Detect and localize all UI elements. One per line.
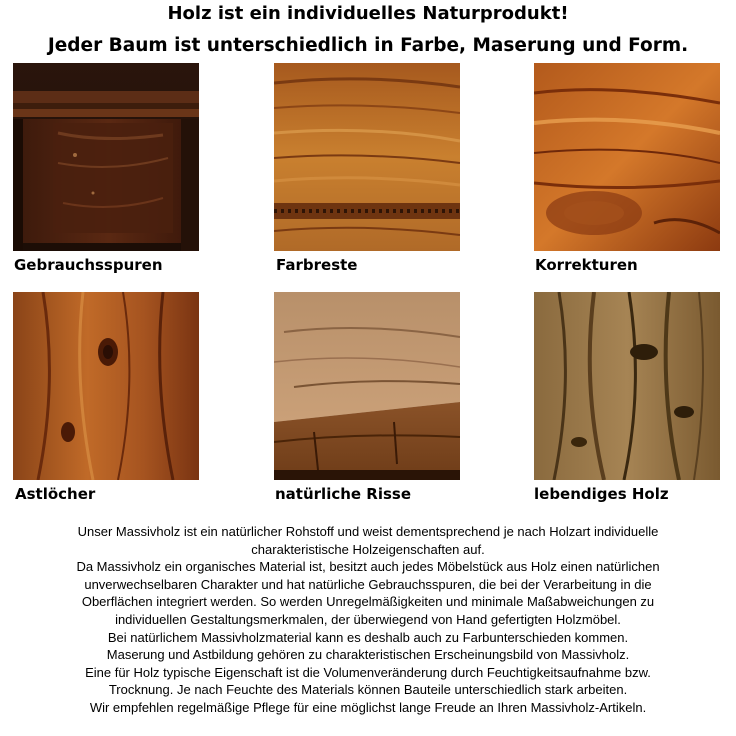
description-line: Maserung und Astbildung gehören zu charakteristischen Erscheinungsbild von Massivholz.	[106, 647, 630, 663]
description-line: Da Massivholz ein organisches Material ist, besitzt auch jedes Möbelstück aus Holz einen natürlichen	[76, 559, 660, 575]
caption-astloecher: Astlöcher	[15, 485, 96, 503]
description-line: charakteristische Holzeigenschaften auf.	[251, 541, 485, 557]
description-line: individuellen Gestaltungsmerkmalen, der überwiegend von Hand gefertigten Holzmöbel.	[115, 611, 621, 627]
wood-paint-residue-photo	[274, 63, 460, 251]
headline-line-1: Holz ist ein individuelles Naturprodukt!	[167, 3, 569, 24]
description-text	[0, 523, 736, 717]
wood-wear-marks-photo	[13, 63, 199, 251]
caption-gebrauchsspuren: Gebrauchsspuren	[14, 256, 163, 274]
caption-natuerliche-risse: natürliche Risse	[275, 485, 412, 503]
description-line: Bei natürlichem Massivholzmaterial kann es deshalb auch zu Farbunterschieden kommen.	[107, 629, 629, 645]
caption-lebendiges-holz: lebendiges Holz	[534, 485, 669, 503]
wood-natural-cracks-photo	[274, 292, 460, 480]
wood-living-grain-photo	[534, 292, 720, 480]
wood-corrections-photo	[534, 63, 720, 251]
description-line: Unser Massivholz ist ein natürlicher Rohstoff und weist dementsprechend je nach Holzart individuelle	[77, 524, 659, 539]
description-line: Wir empfehlen regelmäßige Pflege für eine möglichst lange Freude an Ihren Massivholz-Artikeln.	[89, 699, 647, 715]
wood-knotholes-photo	[13, 292, 199, 480]
caption-korrekturen: Korrekturen	[535, 256, 638, 274]
headline-line-2: Jeder Baum ist unterschiedlich in Farbe, Maserung und Form.	[47, 35, 689, 56]
description-line: Oberflächen integriert werden. So werden Unregelmäßigkeiten und minimale Maßabweichungen zu	[81, 594, 655, 610]
caption-farbreste: Farbreste	[276, 256, 358, 274]
description-line: Trocknung. Je nach Feuchte des Materials können Bauteile unterschiedlich stark arbeiten.	[108, 682, 628, 698]
description-line: unverwechselbaren Charakter und hat natürliche Gebrauchsspuren, die bei der Verarbeitung in die	[84, 576, 652, 592]
description-line: Eine für Holz typische Eigenschaft ist die Volumenveränderung durch Feuchtigkeitsaufnahme bzw.	[85, 664, 651, 680]
